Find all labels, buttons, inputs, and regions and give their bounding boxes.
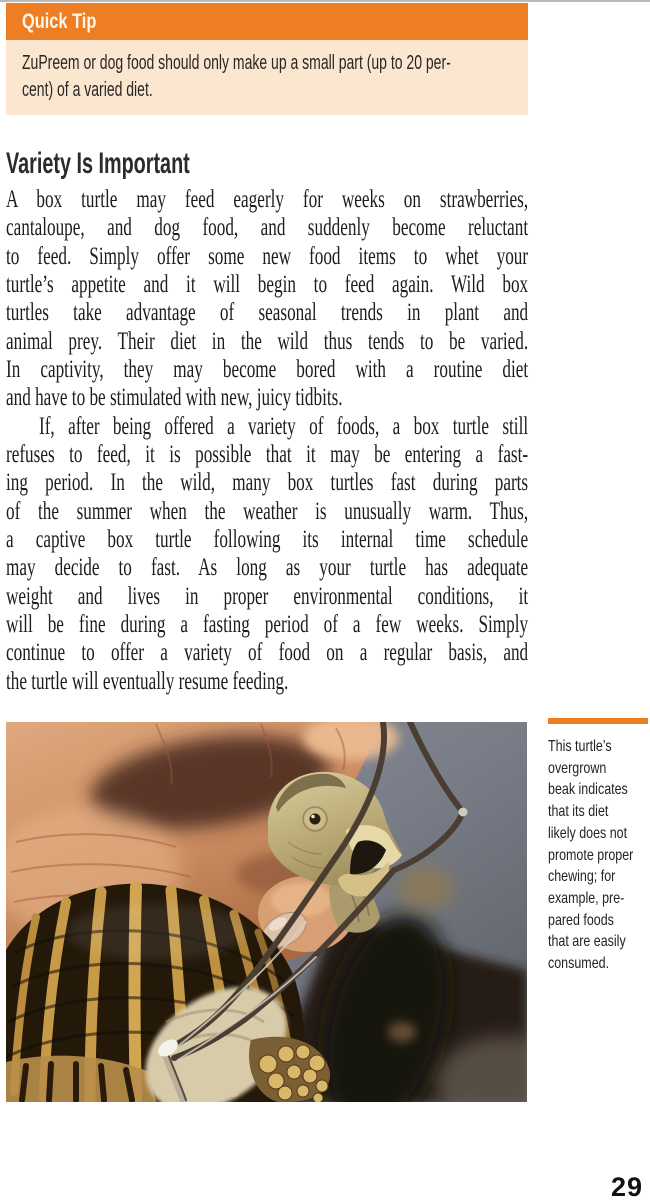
text-line: If, after being offered a variety of foods, a box turtle still: [38, 412, 529, 440]
scan-edge-line: [0, 0, 650, 2]
text-line: A box turtle may feed eagerly for weeks on strawberries,: [6, 186, 529, 213]
quick-tip-box: [6, 3, 528, 115]
text-line: turtle’s appetite and it will begin to feed again. Wild box: [6, 270, 529, 298]
quick-tip-header: [6, 3, 528, 40]
text-line: cent) of a varied diet.: [22, 79, 153, 101]
text-line: consumed.: [548, 955, 610, 973]
text-line: continue to offer a variety of food on a regular basis, and: [6, 639, 529, 667]
text-line: of the summer when the weather is unusually warm. Thus,: [6, 497, 529, 525]
text-line: that are easily: [548, 933, 626, 951]
text-line: animal prey. Their diet in the wild thus tends to be varied.: [6, 327, 529, 355]
quick-tip-title: Quick Tip: [22, 9, 97, 33]
text-line: ZuPreem or dog food should only make up a small part (up to 20 per-: [22, 52, 451, 74]
text-line: ing period. In the wild, many box turtles fast during parts: [6, 469, 529, 497]
paragraph: [6, 413, 528, 696]
text-line: and have to be stimulated with new, juicy tidbits.: [6, 384, 343, 412]
text-line: that its diet: [548, 803, 609, 821]
caption-rule: [548, 718, 648, 724]
text-line: This turtle’s: [548, 738, 612, 755]
text-line: pared foods: [548, 911, 614, 929]
text-line: example, pre-: [548, 889, 625, 907]
turtle-photo: [6, 722, 527, 1102]
text-line: likely does not: [548, 824, 628, 842]
text-line: overgrown: [548, 759, 607, 777]
text-line: cantaloupe, and dog food, and suddenly become reluctant: [6, 214, 529, 242]
text-line: may decide to fast. As long as your turtle has adequate: [6, 554, 529, 582]
turtle-photo-illustration: [6, 722, 527, 1102]
photo-caption: [548, 718, 648, 975]
text-line: to feed. Simply offer some new food items to whet your: [6, 242, 529, 270]
text-line: turtles take advantage of seasonal trends in plant and: [6, 299, 529, 327]
text-line: beak indicates: [548, 781, 628, 799]
text-line: refuses to feed, it is possible that it may be entering a fast-: [6, 440, 529, 468]
text-line: will be fine during a fasting period of a few weeks. Simply: [6, 610, 529, 638]
text-line: a captive box turtle following its internal time schedule: [6, 525, 529, 553]
section-heading: Variety Is Important: [6, 147, 190, 180]
text-line: promote proper: [548, 846, 634, 864]
quick-tip-body: [6, 40, 528, 115]
text-line: the turtle will eventually resume feeding.: [6, 667, 289, 695]
text-line: weight and lives in proper environmental conditions, it: [6, 582, 529, 610]
paragraph: [6, 186, 528, 413]
text-line: In captivity, they may become bored with a routine diet: [6, 355, 529, 383]
text-line: chewing; for: [548, 868, 616, 886]
article-body: [6, 186, 528, 696]
caption-text: [548, 736, 648, 975]
page-number: 29: [610, 1172, 643, 1200]
